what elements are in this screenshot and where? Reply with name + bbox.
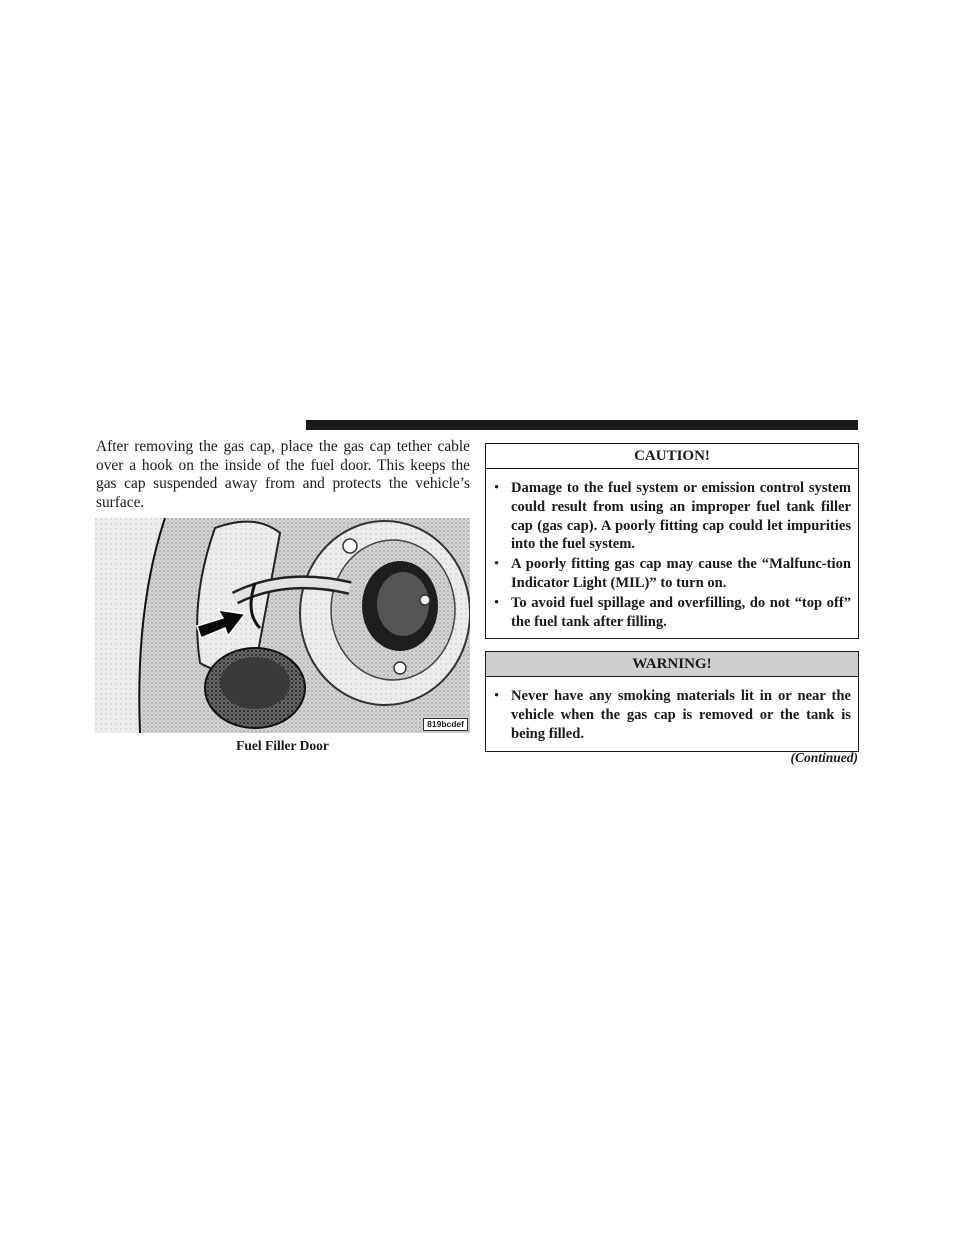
- caution-item: • To avoid fuel spillage and overfilling, do not “top off” the fuel tank after filling.: [494, 594, 851, 630]
- warning-title: WARNING!: [486, 652, 858, 677]
- caution-box: [485, 443, 859, 639]
- header-rule: [306, 420, 858, 430]
- intro-paragraph: After removing the gas cap, place the gas cap tether cable over a hook on the inside of the fuel door. This keeps the gas cap suspended away from and protects the vehicle’s surface.: [96, 438, 470, 511]
- caution-list: [486, 469, 858, 631]
- bullet-icon: •: [494, 594, 500, 611]
- caution-title: CAUTION!: [486, 444, 858, 469]
- continued-label: (Continued): [790, 750, 858, 765]
- caution-item: • A poorly fitting gas cap may cause the “Malfunc-tion Indicator Light (MIL)” to turn on.: [494, 556, 851, 591]
- fuel-filler-door-illustration: [95, 518, 470, 733]
- fuel-filler-door-figure: [95, 518, 470, 733]
- warning-list: [486, 677, 858, 743]
- caution-item: • Damage to the fuel system or emission control system could result from using an improper fuel tank filler cap (gas cap). A poorly fitting cap could let impurities into the fuel system.: [494, 480, 851, 553]
- bullet-icon: •: [494, 688, 500, 704]
- warning-item: • Never have any smoking materials lit in or near the vehicle when the gas cap is removed or the tank is being filled.: [494, 688, 851, 742]
- figure-caption: Fuel Filler Door: [236, 738, 329, 753]
- warning-box: [485, 651, 859, 752]
- bullet-icon: •: [494, 480, 500, 496]
- bullet-icon: •: [494, 556, 500, 573]
- figure-code: 819bcdef: [423, 718, 468, 731]
